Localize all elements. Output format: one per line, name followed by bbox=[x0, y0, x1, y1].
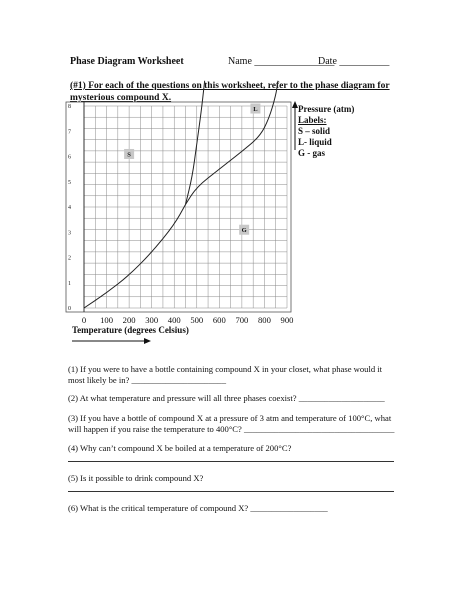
phase-boundary-curve bbox=[186, 81, 205, 205]
pressure-axis-label: Pressure (atm) bbox=[298, 104, 355, 114]
y-tick-label: 1 bbox=[68, 280, 71, 287]
question-6: (6) What is the critical temperature of compound X? __________________ bbox=[68, 503, 328, 513]
y-tick-label: 7 bbox=[68, 129, 71, 136]
name-field[interactable]: Name ________________ bbox=[228, 56, 335, 67]
x-tick-label: 200 bbox=[122, 315, 136, 325]
region-label: S bbox=[127, 151, 131, 159]
region-label: G bbox=[241, 227, 247, 235]
instructions: (#1) For each of the questions on this worksheet, refer to the phase diagram for mysterious compound X. bbox=[70, 81, 390, 103]
temperature-arrow-head bbox=[144, 338, 151, 344]
legend-item-liquid: L- liquid bbox=[298, 137, 332, 147]
x-tick-label: 400 bbox=[167, 315, 181, 325]
x-tick-label: 800 bbox=[257, 315, 271, 325]
x-tick-label: 600 bbox=[212, 315, 226, 325]
answer-line-5[interactable] bbox=[68, 491, 394, 492]
worksheet-title: Phase Diagram Worksheet bbox=[70, 56, 184, 67]
date-field[interactable]: Date __________ bbox=[318, 56, 390, 67]
y-tick-label: 0 bbox=[68, 306, 71, 312]
y-tick-label: 5 bbox=[68, 179, 71, 186]
x-tick-label: 900 bbox=[280, 315, 294, 325]
y-tick-label: 3 bbox=[68, 230, 71, 237]
x-tick-label: 700 bbox=[235, 315, 249, 325]
phase-boundary-curve bbox=[186, 81, 278, 205]
y-tick-label: 8 bbox=[68, 104, 71, 110]
legend-item-solid: S – solid bbox=[298, 126, 331, 136]
chart-legend bbox=[298, 104, 354, 159]
x-tick-label: 100 bbox=[100, 315, 114, 325]
question-2: (2) At what temperature and pressure will all three phases coexist? ____________________ bbox=[68, 393, 385, 403]
phase-boundary-curve bbox=[84, 204, 186, 308]
question-4: (4) Why can’t compound X be boiled at a temperature of 200°C? bbox=[68, 443, 292, 453]
y-tick-label: 2 bbox=[68, 255, 71, 262]
x-tick-label: 300 bbox=[145, 315, 159, 325]
y-tick-label: 6 bbox=[68, 154, 71, 161]
region-label: L bbox=[253, 106, 258, 114]
x-axis-label: Temperature (degrees Celsius) bbox=[72, 325, 189, 335]
x-tick-label: 0 bbox=[81, 315, 87, 325]
question-3: (3) If you have a bottle of compound X at a pressure of 3 atm and temperature of 100°C, what will happen if you raise the temperature to 400°C? ___________________________________ bbox=[68, 413, 395, 434]
question-1: (1) If you were to have a bottle containing compound X in your closet, what phase would it most likely be in? ______________________ bbox=[68, 364, 383, 385]
legend-item-gas: G - gas bbox=[298, 148, 325, 158]
question-5: (5) Is it possible to drink compound X? bbox=[68, 473, 204, 483]
answer-line-4[interactable] bbox=[68, 461, 394, 462]
labels-heading: Labels: bbox=[298, 115, 327, 125]
y-tick-label: 4 bbox=[68, 205, 71, 211]
x-tick-label: 500 bbox=[190, 315, 204, 325]
